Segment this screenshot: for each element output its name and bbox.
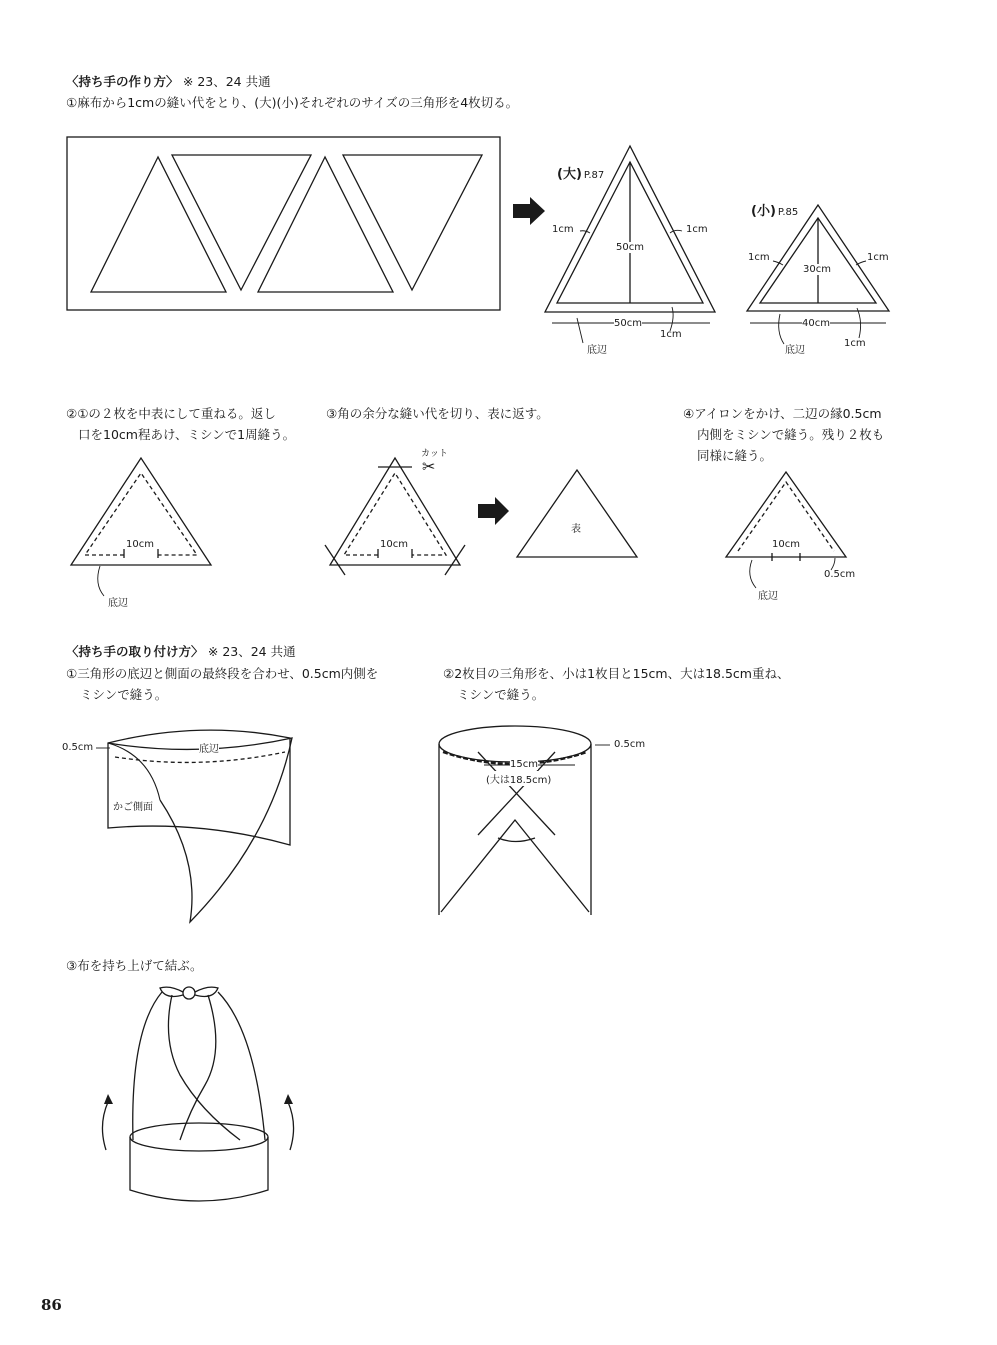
fabric-triangle-4 [343, 155, 482, 290]
cut-line-left [325, 545, 345, 575]
section2-title-text: 〈持ち手の取り付け方〉 [66, 644, 204, 659]
tied-bag [133, 992, 265, 1140]
step4-base-label: 底辺 [758, 591, 778, 602]
small-seam-right: 1cm [867, 252, 889, 263]
fabric-rectangle [67, 137, 500, 310]
fabric-triangle-2 [172, 155, 311, 290]
small-size: (小) [751, 204, 776, 219]
section2-note: ※ 23、24 共通 [207, 644, 296, 659]
cut-label: カット [421, 449, 448, 459]
step2-text-1: ②①の２枚を中表にして重ねる。返し [66, 406, 276, 421]
turned-triangle [517, 470, 637, 557]
step2-text-2: 口を10cm程あけ、ミシンで1周縫う。 [78, 427, 296, 442]
large-base: 50cm [614, 318, 642, 329]
scissors-icon: ✂ [422, 457, 436, 476]
attach-step1-side: かご側面 [113, 802, 153, 813]
step3-opening: 10cm [380, 539, 408, 550]
fabric-triangle-3 [258, 157, 393, 292]
fabric-triangle-1 [91, 157, 226, 292]
large-seam-right: 1cm [686, 224, 708, 235]
section1-step1: ①麻布から1cmの縫い代をとり、(大)(小)それぞれのサイズの三角形を4枚切る。 [66, 95, 519, 110]
large-height: 50cm [616, 242, 644, 253]
triangle-flap [108, 738, 292, 922]
step4-text-2: 内側をミシンで縫う。残り２枚も [697, 427, 885, 442]
large-label [557, 163, 604, 182]
step3-text: ③角の余分な縫い代を切り、表に返す。 [326, 406, 549, 421]
attach-step2-text-2: ミシンで縫う。 [457, 687, 545, 702]
small-seam-left: 1cm [748, 252, 770, 263]
arrow-icon [513, 197, 545, 225]
front-label: 表 [571, 524, 581, 535]
attach-step1-base: 底辺 [199, 740, 219, 755]
small-base-label: 底辺 [785, 345, 805, 356]
page-number: 86 [41, 1296, 62, 1314]
small-seam-bottom: 1cm [844, 338, 866, 349]
attach-step1-margin: 0.5cm [62, 742, 94, 753]
section2-title [66, 643, 296, 661]
arrow-icon-2 [478, 497, 509, 525]
attach-step2-margin: 0.5cm [614, 739, 646, 750]
large-seam-left: 1cm [552, 224, 574, 235]
small-base: 40cm [802, 318, 830, 329]
small-label [751, 200, 798, 219]
large-seam-bottom: 1cm [660, 329, 682, 340]
cut-line-right [445, 545, 465, 575]
attach-step1-text-1: ①三角形の底辺と側面の最終段を合わせ、0.5cm内側を [66, 666, 379, 681]
section1-note: ※ 23、24 共通 [182, 74, 271, 89]
large-page-ref: P.87 [583, 170, 605, 181]
step4-opening: 10cm [772, 539, 800, 550]
attach-step2-overlap: 15cm [510, 759, 538, 770]
step2-opening: 10cm [126, 539, 154, 550]
small-height: 30cm [803, 264, 831, 275]
attach-step1-text-2: ミシンで縫う。 [80, 687, 168, 702]
attach-step2-overlap-large: (大は18.5cm) [486, 771, 551, 786]
step2-base-label: 底辺 [108, 598, 128, 609]
attach-step3-text: ③布を持ち上げて結ぶ。 [66, 958, 203, 973]
step4-margin: 0.5cm [824, 569, 856, 580]
step4-text-3: 同様に縫う。 [697, 448, 773, 463]
step4-text-1: ④アイロンをかけ、二辺の縁0.5cm [683, 406, 882, 421]
large-size: (大) [557, 167, 582, 182]
section1-title-text: 〈持ち手の作り方〉 [66, 74, 179, 89]
attach-step2-text-1: ②2枚目の三角形を、小は1枚目と15cm、大は18.5cm重ね、 [443, 666, 790, 681]
small-page-ref: P.85 [777, 207, 799, 218]
large-base-label: 底辺 [587, 345, 607, 356]
